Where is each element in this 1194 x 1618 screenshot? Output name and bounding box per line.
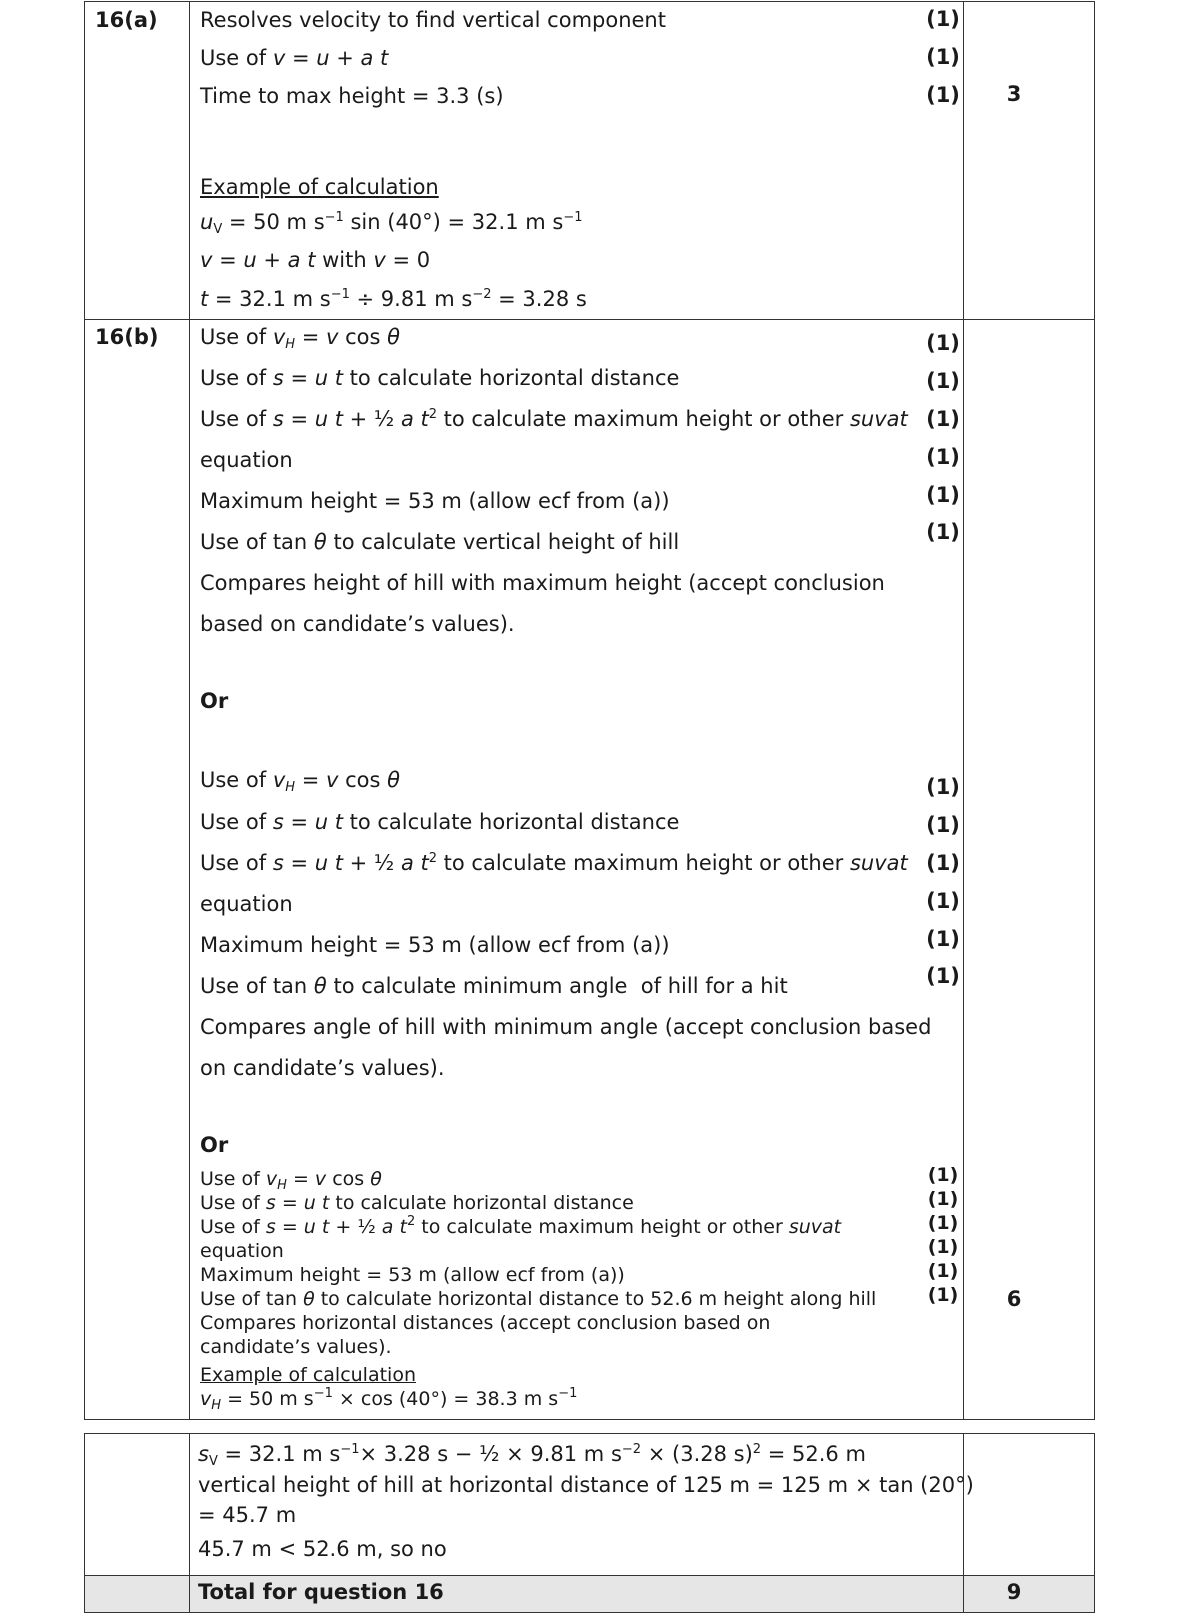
q16b-m3-line-2: Use of s = u t to calculate horizontal distance bbox=[200, 1192, 634, 1214]
mark-scheme-table-continued bbox=[84, 1433, 1095, 1613]
q16b-m3-mark-3: (1) bbox=[927, 1212, 959, 1234]
q16b-m2-mark-5: (1) bbox=[926, 927, 960, 951]
q16a-mark-3: (1) bbox=[926, 83, 960, 107]
q16b-m3-line-5: Maximum height = 53 m (allow ecf from (a)) bbox=[200, 1264, 625, 1286]
q16b-m1-mark-2: (1) bbox=[926, 369, 960, 393]
q16a-line-3: Time to max height = 3.3 (s) bbox=[200, 84, 504, 108]
total-label: Total for question 16 bbox=[198, 1580, 444, 1604]
q16a-mark-2: (1) bbox=[926, 45, 960, 69]
q16b-m3-mark-4: (1) bbox=[927, 1236, 959, 1258]
q16b-m3-mark-1: (1) bbox=[927, 1164, 959, 1186]
q16b-m3-line-4: equation bbox=[200, 1240, 284, 1262]
q16b-m1-mark-3: (1) bbox=[926, 407, 960, 431]
q16a-line-1: Resolves velocity to find vertical component bbox=[200, 8, 666, 32]
q16b-m1-line-4: equation bbox=[200, 448, 293, 472]
q16b-m2-mark-3: (1) bbox=[926, 851, 960, 875]
total-value: 9 bbox=[1006, 1580, 1022, 1604]
q16b-m2-mark-6: (1) bbox=[926, 964, 960, 988]
q16a-example-heading: Example of calculation bbox=[200, 175, 439, 199]
q16b-m3-line-3: Use of s = u t + ½ a $t^2$ to calculate maximum height or other suvat bbox=[200, 1214, 842, 1238]
q16a-example-line-2: v = u + a t with v = 0 bbox=[200, 248, 431, 272]
q16b-or-label-1: Or bbox=[200, 689, 229, 713]
q16b-m1-line-8: based on candidate’s values). bbox=[200, 612, 515, 636]
q16b-m2-line-4: equation bbox=[200, 892, 293, 916]
q16b-m3-line-8: candidate’s values). bbox=[200, 1336, 392, 1358]
q16b-m2-line-5: Maximum height = 53 m (allow ecf from (a)) bbox=[200, 933, 670, 957]
q16b-m2-line-8: on candidate’s values). bbox=[200, 1056, 445, 1080]
q16b-m1-line-1: Use of $v_H = v$ cos θ bbox=[200, 325, 400, 352]
q16b-continued-line-1: $s_V = 32.1$ m $s^{-1}\times 3.28$ s − ½ × 9.81 m $s^{-2} \times (3.28$ s)$^2$ = 52.6 m bbox=[198, 1442, 866, 1469]
q16a-total: 3 bbox=[1006, 82, 1022, 106]
total-row bbox=[85, 1575, 1094, 1612]
q16b-continued-line-2: vertical height of hill at horizontal distance of 125 m = 125 m × tan (20°) bbox=[198, 1473, 974, 1497]
q16b-m3-mark-6: (1) bbox=[927, 1284, 959, 1306]
q16b-m2-line-2: Use of s = u t to calculate horizontal distance bbox=[200, 810, 680, 834]
q16b-m2-mark-2: (1) bbox=[926, 813, 960, 837]
q16a-line-2: Use of v = u + a t bbox=[200, 46, 389, 70]
mark-scheme-table bbox=[84, 1, 1095, 1420]
q16b-m1-line-6: Use of tan θ to calculate vertical height of hill bbox=[200, 530, 680, 554]
q16b-m1-line-7: Compares height of hill with maximum height (accept conclusion bbox=[200, 571, 885, 595]
q16b-m1-line-5: Maximum height = 53 m (allow ecf from (a)) bbox=[200, 489, 670, 513]
q16b-m2-line-3: Use of s = u t + ½ a $t^2$ to calculate maximum height or other suvat bbox=[200, 851, 908, 875]
q16b-m3-mark-5: (1) bbox=[927, 1260, 959, 1282]
q16b-m1-line-2: Use of s = u t to calculate horizontal distance bbox=[200, 366, 680, 390]
q16b-example-line-1: $v_H = 50$ m $s^{-1} \times \cos (40^\circ) = 38.3$ m $s^{-1}$ bbox=[200, 1386, 578, 1413]
q16b-m2-line-7: Compares angle of hill with minimum angle (accept conclusion based bbox=[200, 1015, 932, 1039]
q16b-m1-line-3: Use of s = u t + ½ a $t^2$ to calculate maximum height or other suvat bbox=[200, 407, 908, 431]
q16a-example-line-3: t = 32.1 m $s^{-1} \div 9.81$ m $s^{-2} = 3.28$ s bbox=[200, 287, 587, 311]
q16b-m3-line-6: Use of tan θ to calculate horizontal distance to 52.6 m height along hill bbox=[200, 1288, 877, 1310]
q16b-continued-line-3: = 45.7 m bbox=[198, 1503, 297, 1527]
question-label-16b: 16(b) bbox=[95, 325, 159, 349]
q16b-m1-mark-4: (1) bbox=[926, 445, 960, 469]
q16b-m1-mark-5: (1) bbox=[926, 483, 960, 507]
q16b-m3-mark-2: (1) bbox=[927, 1188, 959, 1210]
q16a-example-line-1: $u_V = 50$ m $s^{-1}$ sin (40°) = 32.1 m $s^{-1}$ bbox=[200, 210, 583, 237]
q16b-m1-mark-1: (1) bbox=[926, 331, 960, 355]
q16b-m2-line-1: Use of $v_H = v$ cos θ bbox=[200, 768, 400, 795]
q16b-total: 6 bbox=[1006, 1287, 1022, 1311]
q16b-m3-line-7: Compares horizontal distances (accept conclusion based on bbox=[200, 1312, 771, 1334]
q16b-m2-line-6: Use of tan θ to calculate minimum angle of hill for a hit bbox=[200, 974, 788, 998]
question-label-16a: 16(a) bbox=[95, 8, 158, 32]
q16b-m3-line-1: Use of $v_H = v$ cos θ bbox=[200, 1168, 382, 1193]
q16b-example-heading: Example of calculation bbox=[200, 1364, 416, 1386]
q16b-m2-mark-4: (1) bbox=[926, 889, 960, 913]
q16b-m2-mark-1: (1) bbox=[926, 775, 960, 799]
q16b-continued-line-4: 45.7 m < 52.6 m, so no bbox=[198, 1537, 447, 1561]
q16a-mark-1: (1) bbox=[926, 7, 960, 31]
q16b-or-label-2: Or bbox=[200, 1133, 229, 1157]
q16b-m1-mark-6: (1) bbox=[926, 520, 960, 544]
